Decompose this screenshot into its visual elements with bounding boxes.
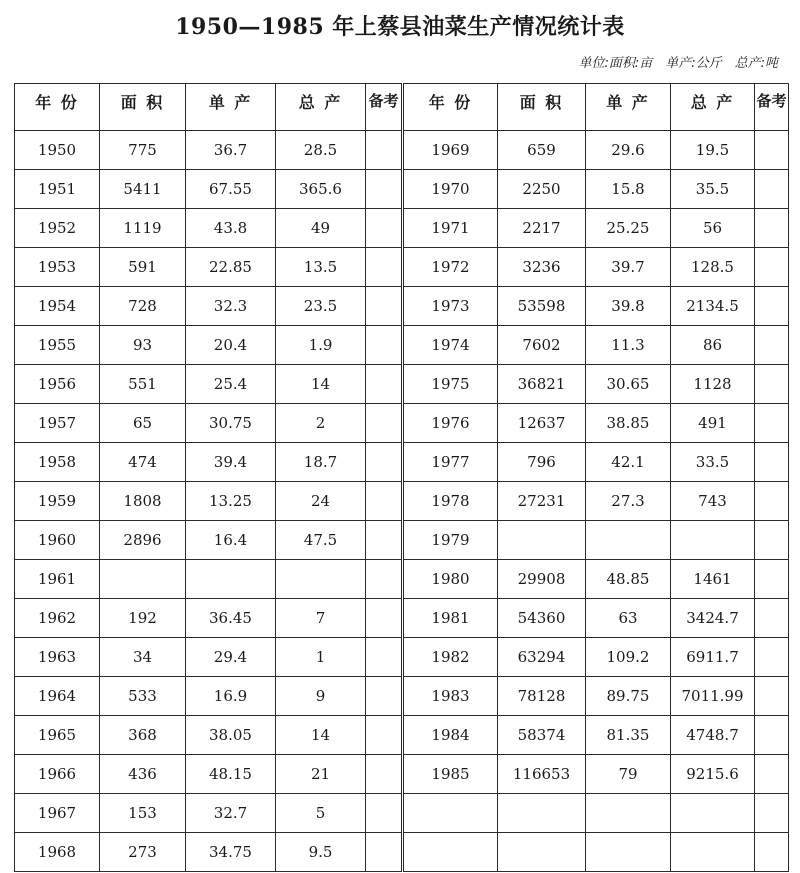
cell-note bbox=[366, 521, 403, 560]
cell-year: 1978 bbox=[403, 482, 498, 521]
cell-note bbox=[755, 560, 789, 599]
cell-year: 1982 bbox=[403, 638, 498, 677]
cell-note bbox=[755, 755, 789, 794]
cell-total: 18.7 bbox=[276, 443, 366, 482]
cell-yield bbox=[586, 833, 671, 872]
cell-year: 1966 bbox=[15, 755, 100, 794]
cell-note bbox=[755, 248, 789, 287]
cell-note bbox=[755, 287, 789, 326]
cell-area: 192 bbox=[100, 599, 186, 638]
cell-year: 1970 bbox=[403, 170, 498, 209]
cell-yield: 15.8 bbox=[586, 170, 671, 209]
table-row bbox=[15, 794, 789, 833]
cell-year: 1973 bbox=[403, 287, 498, 326]
cell-area: 53598 bbox=[498, 287, 586, 326]
cell-area: 63294 bbox=[498, 638, 586, 677]
cell-area: 551 bbox=[100, 365, 186, 404]
cell-year: 1975 bbox=[403, 365, 498, 404]
cell-note bbox=[755, 638, 789, 677]
cell-year: 1954 bbox=[15, 287, 100, 326]
cell-total: 743 bbox=[671, 482, 755, 521]
cell-note bbox=[366, 365, 403, 404]
cell-note bbox=[366, 248, 403, 287]
cell-area: 2217 bbox=[498, 209, 586, 248]
cell-note bbox=[366, 560, 403, 599]
cell-area: 78128 bbox=[498, 677, 586, 716]
cell-note bbox=[366, 131, 403, 170]
cell-yield: 16.9 bbox=[186, 677, 276, 716]
cell-year: 1959 bbox=[15, 482, 100, 521]
cell-area: 58374 bbox=[498, 716, 586, 755]
cell-area: 1119 bbox=[100, 209, 186, 248]
table-row bbox=[15, 209, 789, 248]
cell-total: 9215.6 bbox=[671, 755, 755, 794]
cell-total: 1128 bbox=[671, 365, 755, 404]
cell-note bbox=[366, 755, 403, 794]
cell-yield: 34.75 bbox=[186, 833, 276, 872]
cell-year: 1965 bbox=[15, 716, 100, 755]
cell-yield: 25.25 bbox=[586, 209, 671, 248]
cell-total: 365.6 bbox=[276, 170, 366, 209]
cell-area: 659 bbox=[498, 131, 586, 170]
cell-total: 56 bbox=[671, 209, 755, 248]
cell-total: 2 bbox=[276, 404, 366, 443]
cell-yield: 27.3 bbox=[586, 482, 671, 521]
cell-note bbox=[366, 287, 403, 326]
cell-note bbox=[755, 404, 789, 443]
header-yield: 单 产 bbox=[186, 84, 276, 131]
cell-note bbox=[366, 170, 403, 209]
cell-yield: 13.25 bbox=[186, 482, 276, 521]
cell-yield: 39.8 bbox=[586, 287, 671, 326]
cell-yield bbox=[186, 560, 276, 599]
cell-yield: 20.4 bbox=[186, 326, 276, 365]
cell-year: 1974 bbox=[403, 326, 498, 365]
cell-area bbox=[498, 833, 586, 872]
table-row bbox=[15, 482, 789, 521]
cell-year: 1963 bbox=[15, 638, 100, 677]
cell-note bbox=[755, 521, 789, 560]
cell-yield: 36.7 bbox=[186, 131, 276, 170]
cell-note bbox=[366, 326, 403, 365]
cell-total: 1 bbox=[276, 638, 366, 677]
cell-total: 28.5 bbox=[276, 131, 366, 170]
cell-year bbox=[403, 794, 498, 833]
cell-note bbox=[755, 794, 789, 833]
cell-total: 19.5 bbox=[671, 131, 755, 170]
cell-note bbox=[755, 716, 789, 755]
cell-year: 1981 bbox=[403, 599, 498, 638]
table-row bbox=[15, 248, 789, 287]
cell-year: 1971 bbox=[403, 209, 498, 248]
cell-area: 5411 bbox=[100, 170, 186, 209]
cell-total bbox=[671, 794, 755, 833]
cell-yield: 32.3 bbox=[186, 287, 276, 326]
cell-year: 1980 bbox=[403, 560, 498, 599]
rapeseed-statistics-table bbox=[14, 83, 789, 872]
cell-area: 7602 bbox=[498, 326, 586, 365]
cell-note bbox=[366, 833, 403, 872]
cell-total: 9.5 bbox=[276, 833, 366, 872]
cell-area: 2250 bbox=[498, 170, 586, 209]
cell-area: 116653 bbox=[498, 755, 586, 794]
header-area: 面 积 bbox=[498, 84, 586, 131]
cell-total: 21 bbox=[276, 755, 366, 794]
cell-total: 1461 bbox=[671, 560, 755, 599]
table-row bbox=[15, 365, 789, 404]
cell-yield: 67.55 bbox=[186, 170, 276, 209]
cell-area: 153 bbox=[100, 794, 186, 833]
cell-yield: 25.4 bbox=[186, 365, 276, 404]
cell-year: 1956 bbox=[15, 365, 100, 404]
cell-yield bbox=[586, 794, 671, 833]
cell-year: 1960 bbox=[15, 521, 100, 560]
cell-total: 5 bbox=[276, 794, 366, 833]
cell-note bbox=[755, 209, 789, 248]
cell-yield: 29.6 bbox=[586, 131, 671, 170]
cell-total: 6911.7 bbox=[671, 638, 755, 677]
cell-total: 47.5 bbox=[276, 521, 366, 560]
cell-yield: 42.1 bbox=[586, 443, 671, 482]
cell-total: 23.5 bbox=[276, 287, 366, 326]
cell-note bbox=[755, 326, 789, 365]
cell-total: 2134.5 bbox=[671, 287, 755, 326]
cell-note bbox=[366, 443, 403, 482]
table-row bbox=[15, 131, 789, 170]
cell-area: 65 bbox=[100, 404, 186, 443]
cell-yield: 79 bbox=[586, 755, 671, 794]
cell-year: 1964 bbox=[15, 677, 100, 716]
cell-yield bbox=[586, 521, 671, 560]
cell-yield: 38.05 bbox=[186, 716, 276, 755]
cell-area: 728 bbox=[100, 287, 186, 326]
cell-year: 1967 bbox=[15, 794, 100, 833]
header-year: 年 份 bbox=[15, 84, 100, 131]
cell-yield: 11.3 bbox=[586, 326, 671, 365]
cell-area: 12637 bbox=[498, 404, 586, 443]
cell-area: 1808 bbox=[100, 482, 186, 521]
cell-note bbox=[755, 482, 789, 521]
header-note: 备考 bbox=[366, 84, 403, 131]
table-row bbox=[15, 833, 789, 872]
cell-yield: 32.7 bbox=[186, 794, 276, 833]
cell-year: 1950 bbox=[15, 131, 100, 170]
cell-yield: 48.85 bbox=[586, 560, 671, 599]
cell-note bbox=[366, 677, 403, 716]
cell-year: 1976 bbox=[403, 404, 498, 443]
cell-year: 1984 bbox=[403, 716, 498, 755]
cell-note bbox=[366, 599, 403, 638]
cell-total: 13.5 bbox=[276, 248, 366, 287]
cell-total: 491 bbox=[671, 404, 755, 443]
table-row bbox=[15, 404, 789, 443]
table-body bbox=[15, 131, 789, 872]
cell-yield: 16.4 bbox=[186, 521, 276, 560]
cell-note bbox=[366, 716, 403, 755]
cell-total: 24 bbox=[276, 482, 366, 521]
cell-total: 14 bbox=[276, 365, 366, 404]
cell-total: 49 bbox=[276, 209, 366, 248]
units-note: 单位:面积:亩 单产:公斤 总产:吨 bbox=[578, 56, 778, 71]
cell-total: 9 bbox=[276, 677, 366, 716]
cell-total: 1.9 bbox=[276, 326, 366, 365]
cell-area: 436 bbox=[100, 755, 186, 794]
cell-year: 1957 bbox=[15, 404, 100, 443]
cell-area: 591 bbox=[100, 248, 186, 287]
cell-yield: 30.65 bbox=[586, 365, 671, 404]
cell-area: 93 bbox=[100, 326, 186, 365]
cell-total: 3424.7 bbox=[671, 599, 755, 638]
cell-yield: 39.4 bbox=[186, 443, 276, 482]
cell-yield: 48.15 bbox=[186, 755, 276, 794]
cell-total: 35.5 bbox=[671, 170, 755, 209]
cell-year bbox=[403, 833, 498, 872]
table-title: 1950—1985 年上蔡县油菜生产情况统计表 bbox=[175, 14, 625, 40]
cell-year: 1983 bbox=[403, 677, 498, 716]
cell-area bbox=[498, 794, 586, 833]
cell-total: 14 bbox=[276, 716, 366, 755]
cell-year: 1968 bbox=[15, 833, 100, 872]
header-note: 备考 bbox=[755, 84, 789, 131]
cell-total: 7011.99 bbox=[671, 677, 755, 716]
header-year: 年 份 bbox=[403, 84, 498, 131]
cell-area: 273 bbox=[100, 833, 186, 872]
cell-yield: 36.45 bbox=[186, 599, 276, 638]
header-row bbox=[15, 84, 789, 131]
cell-area: 775 bbox=[100, 131, 186, 170]
cell-year: 1979 bbox=[403, 521, 498, 560]
cell-area: 474 bbox=[100, 443, 186, 482]
cell-area: 34 bbox=[100, 638, 186, 677]
header-area: 面 积 bbox=[100, 84, 186, 131]
cell-note bbox=[755, 599, 789, 638]
header-total: 总 产 bbox=[276, 84, 366, 131]
cell-year: 1955 bbox=[15, 326, 100, 365]
header-total: 总 产 bbox=[671, 84, 755, 131]
table-row bbox=[15, 287, 789, 326]
cell-total: 33.5 bbox=[671, 443, 755, 482]
cell-yield: 30.75 bbox=[186, 404, 276, 443]
cell-year: 1972 bbox=[403, 248, 498, 287]
cell-area: 2896 bbox=[100, 521, 186, 560]
cell-area bbox=[100, 560, 186, 599]
cell-note bbox=[755, 833, 789, 872]
table-row bbox=[15, 716, 789, 755]
cell-note bbox=[366, 638, 403, 677]
cell-total: 86 bbox=[671, 326, 755, 365]
cell-yield: 29.4 bbox=[186, 638, 276, 677]
table-row bbox=[15, 170, 789, 209]
header-yield: 单 产 bbox=[586, 84, 671, 131]
cell-note bbox=[755, 677, 789, 716]
cell-yield: 22.85 bbox=[186, 248, 276, 287]
cell-year: 1952 bbox=[15, 209, 100, 248]
cell-year: 1953 bbox=[15, 248, 100, 287]
cell-note bbox=[755, 365, 789, 404]
cell-year: 1962 bbox=[15, 599, 100, 638]
cell-year: 1961 bbox=[15, 560, 100, 599]
cell-area: 533 bbox=[100, 677, 186, 716]
cell-yield: 63 bbox=[586, 599, 671, 638]
cell-note bbox=[366, 209, 403, 248]
cell-yield: 109.2 bbox=[586, 638, 671, 677]
table-row bbox=[15, 521, 789, 560]
cell-note bbox=[755, 131, 789, 170]
cell-total: 7 bbox=[276, 599, 366, 638]
cell-note bbox=[755, 170, 789, 209]
cell-note bbox=[366, 404, 403, 443]
table-row bbox=[15, 443, 789, 482]
cell-area: 29908 bbox=[498, 560, 586, 599]
table-row bbox=[15, 326, 789, 365]
cell-yield: 81.35 bbox=[586, 716, 671, 755]
cell-yield: 38.85 bbox=[586, 404, 671, 443]
table-row bbox=[15, 755, 789, 794]
cell-total bbox=[671, 521, 755, 560]
cell-note bbox=[366, 482, 403, 521]
cell-note bbox=[366, 794, 403, 833]
cell-area: 54360 bbox=[498, 599, 586, 638]
table-row bbox=[15, 677, 789, 716]
cell-area: 36821 bbox=[498, 365, 586, 404]
cell-year: 1985 bbox=[403, 755, 498, 794]
cell-year: 1977 bbox=[403, 443, 498, 482]
cell-area bbox=[498, 521, 586, 560]
cell-year: 1969 bbox=[403, 131, 498, 170]
cell-area: 3236 bbox=[498, 248, 586, 287]
cell-area: 796 bbox=[498, 443, 586, 482]
table-row bbox=[15, 599, 789, 638]
cell-total bbox=[276, 560, 366, 599]
cell-yield: 39.7 bbox=[586, 248, 671, 287]
cell-yield: 43.8 bbox=[186, 209, 276, 248]
cell-year: 1958 bbox=[15, 443, 100, 482]
cell-year: 1951 bbox=[15, 170, 100, 209]
cell-total: 4748.7 bbox=[671, 716, 755, 755]
cell-yield: 89.75 bbox=[586, 677, 671, 716]
cell-area: 368 bbox=[100, 716, 186, 755]
cell-note bbox=[755, 443, 789, 482]
cell-area: 27231 bbox=[498, 482, 586, 521]
table-row bbox=[15, 560, 789, 599]
cell-total bbox=[671, 833, 755, 872]
table-row bbox=[15, 638, 789, 677]
cell-total: 128.5 bbox=[671, 248, 755, 287]
